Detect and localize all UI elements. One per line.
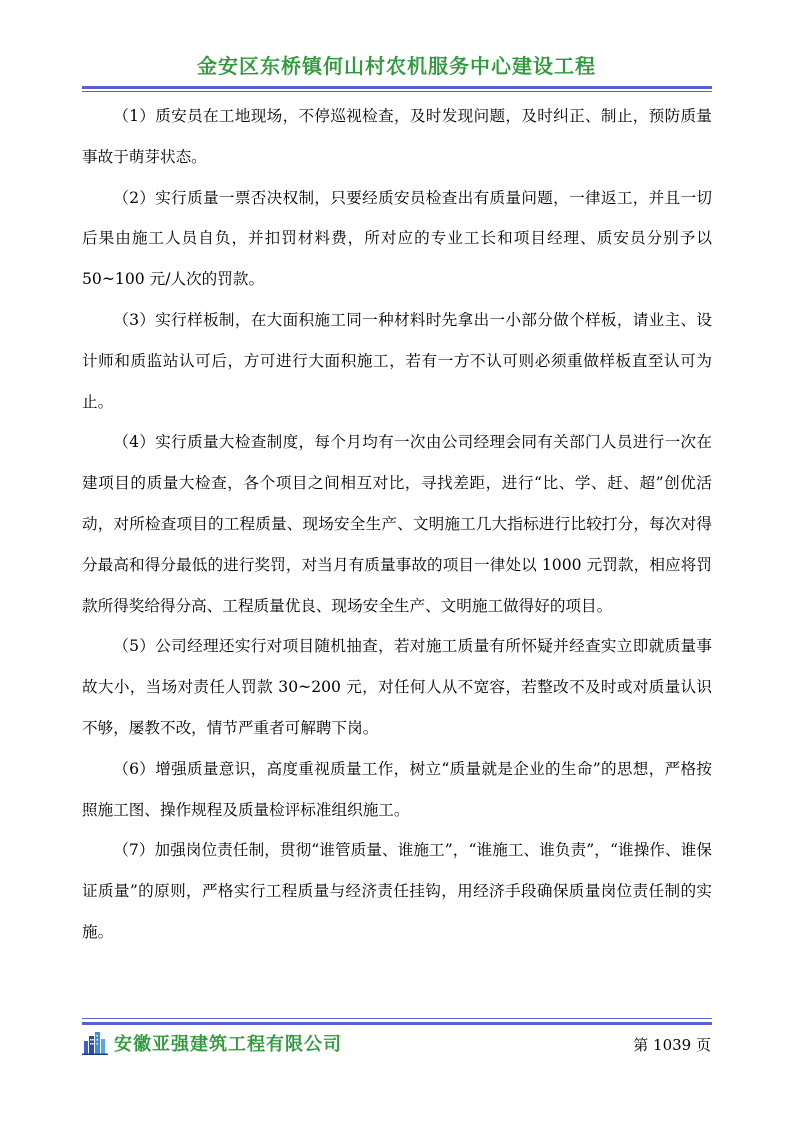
document-body <box>82 96 712 953</box>
header-rule-thin <box>82 91 712 92</box>
building-logo-icon <box>82 1031 108 1055</box>
footer-rule-thin <box>82 1018 712 1019</box>
paragraph-3: （3）实行样板制，在大面积施工同一种材料时先拿出一小部分做个样板，请业主、设计师和质监站认可后，方可进行大面积施工，若有一方不认可则必须重做样板直至认可为止。 <box>82 310 712 411</box>
paragraph-1: （1）质安员在工地现场，不停巡视检查，及时发现问题，及时纠正、制止，预防质量事故于萌芽状态。 <box>82 107 712 166</box>
paragraph-2: （2）实行质量一票否决权制，只要经质安员检查出有质量问题，一律返工，并且一切后果由施工人员自负，并扣罚材料费，所对应的专业工长和项目经理、质安员分别予以 50~100 元/人次的罚款。 <box>82 188 712 289</box>
footer-rule-thick <box>82 1022 712 1025</box>
page-number: 第 1039 页 <box>633 1036 711 1054</box>
paragraph-7: （7）加强岗位责任制，贯彻“谁管质量、谁施工”，“谁施工、谁负责”，“谁操作、谁保证质量”的原则，严格实行工程质量与经济责任挂钩，用经济手段确保质量岗位责任制的实施。 <box>82 841 712 941</box>
header-title: 金安区东桥镇何山村农机服务中心建设工程 <box>197 54 596 78</box>
footer-company <box>82 1028 342 1058</box>
header-rule-thick <box>82 86 712 89</box>
company-name: 安徽亚强建筑工程有限公司 <box>114 1034 342 1055</box>
paragraph-4: （4）实行质量大检查制度，每个月均有一次由公司经理会同有关部门人员进行一次在建项目的质量大检查，各个项目之间相互对比，寻找差距，进行“比、学、赶、超”创优活动，对所检查项目的工程质量、现场安全生产、文明施工几大指标进行比较打分，每次对得分最高和得分最低的进行奖罚，对当月有质量事故的项目一律处以 1000 元罚款，相应将罚款所得奖给得分高、工程质量优良、现场安全生产、文明施工做得好的项目。 <box>82 433 712 615</box>
paragraph-6: （6）增强质量意识，高度重视质量工作，树立“质量就是企业的生命”的思想，严格按照施工图、操作规程及质量检评标准组织施工。 <box>82 759 712 819</box>
paragraph-5: （5）公司经理还实行对项目随机抽查，若对施工质量有所怀疑并经查实立即就质量事故大小，当场对责任人罚款 30~200 元，对任何人从不宽容，若整改不及时或对质量认识不够，屡教不改，情节严重者可解聘下岗。 <box>82 637 712 737</box>
